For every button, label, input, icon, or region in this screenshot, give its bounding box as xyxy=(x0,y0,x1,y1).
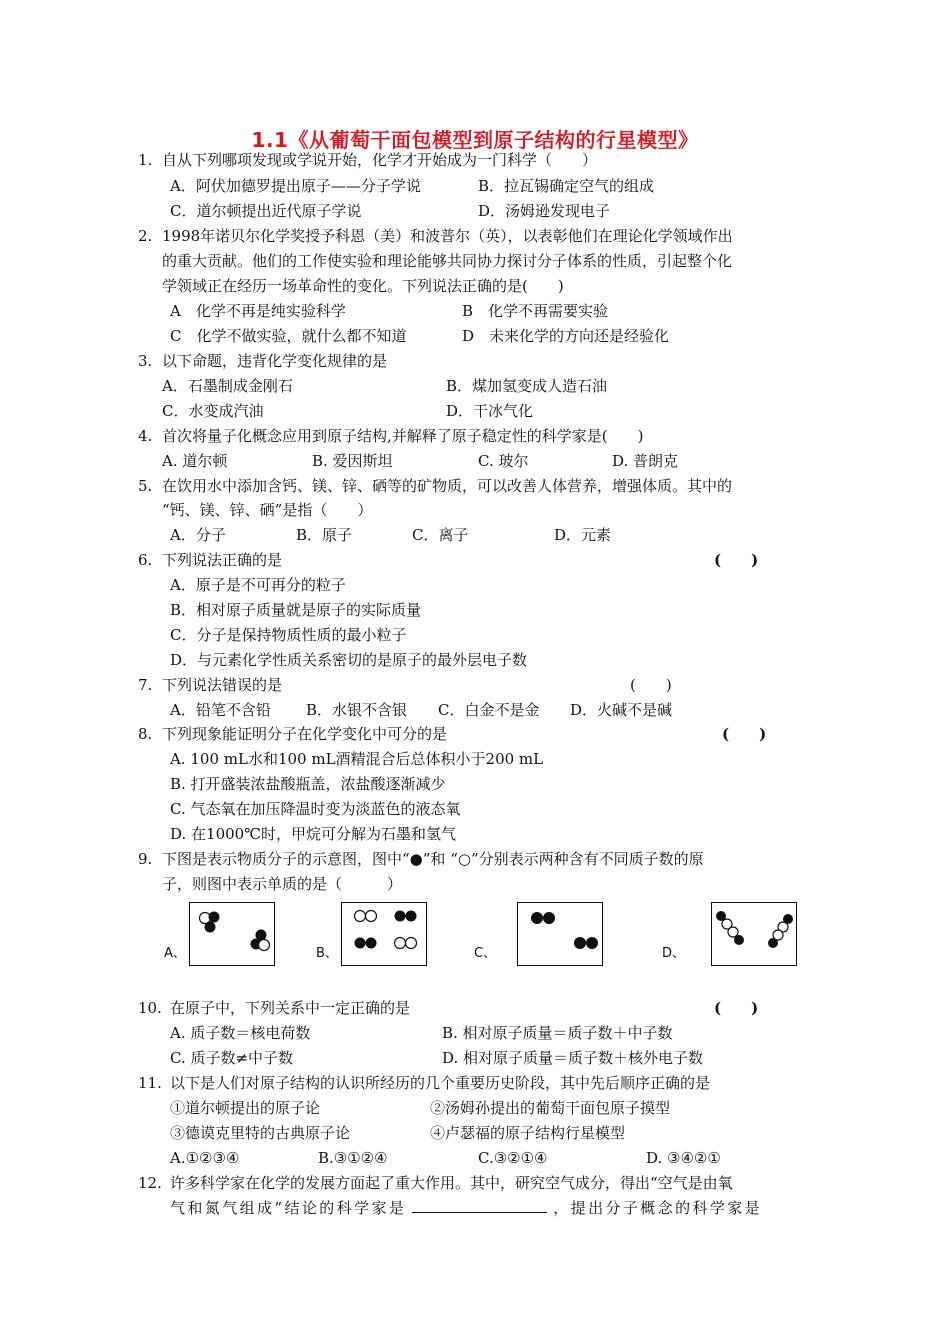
list-item: ④卢瑟福的原子结构行星模型 xyxy=(430,1124,626,1142)
question-number: 7. xyxy=(138,676,153,694)
option-c: C．白金不是金 xyxy=(438,701,540,719)
figure-label-d: D、 xyxy=(662,946,686,961)
option-c: C. 气态氧在加压降温时变为淡蓝色的液态氧 xyxy=(170,800,461,818)
question-stem-line: 的重大贡献。他们的工作使实验和理论能够共同协力探讨分子体系的性质，引起整个化 xyxy=(162,252,733,270)
question-number: 12. xyxy=(138,1174,162,1192)
molecule-figure-a xyxy=(189,902,275,966)
question-stem: 下列说法错误的是 xyxy=(162,676,283,694)
option-c: C.③②①④ xyxy=(478,1149,548,1167)
option-a: A．石墨制成金刚石 xyxy=(162,377,293,395)
question-stem: 下列说法正确的是 xyxy=(162,551,283,569)
option-a: A．分子 xyxy=(170,526,226,544)
option-b: B．原子 xyxy=(296,526,353,544)
question-stem: 以下命题，违背化学变化规律的是 xyxy=(162,352,388,370)
molecule-figure-d xyxy=(711,902,797,966)
option-c: C．分子是保持物质性质的最小粒子 xyxy=(170,626,407,644)
question-stem-line: 子，则图中表示单质的是（ ） xyxy=(162,875,403,893)
molecule-diagram-b xyxy=(342,903,426,965)
option-c: C 化学不做实验，就什么都不知道 xyxy=(170,327,407,345)
question-number: 2. xyxy=(138,227,153,245)
question-stem: 在原子中，下列关系中一定正确的是 xyxy=(170,999,411,1017)
option-b: B．水银不含银 xyxy=(306,701,408,719)
molecule-diagram-d xyxy=(712,903,796,965)
option-d: D．与元素化学性质关系密切的是原子的最外层电子数 xyxy=(170,651,528,669)
page-title: 1.1《从葡萄干面包模型到原子结构的行星模型》 xyxy=(251,128,699,152)
question-stem: 以下是人们对原子结构的认识所经历的几个重要历史阶段，其中先后顺序正确的是 xyxy=(170,1074,711,1092)
option-b: B 化学不再需要实验 xyxy=(462,302,609,320)
option-d: D．汤姆逊发现电子 xyxy=(478,202,611,220)
answer-paren: ( ) xyxy=(630,676,672,694)
option-d: D 未来化学的方向还是经验化 xyxy=(462,327,670,345)
option-a: A. 质子数＝核电荷数 xyxy=(170,1024,311,1042)
question-stem: 首次将量子化概念应用到原子结构,并解释了原子稳定性的科学家是( ) xyxy=(162,427,644,445)
question-stem: 自从下列哪项发现或学说开始，化学才开始成为一门科学（ ） xyxy=(162,151,598,169)
option-a: A 化学不再是纯实验科学 xyxy=(170,302,346,320)
question-number: 8. xyxy=(138,725,153,743)
question-number: 6. xyxy=(138,551,153,569)
answer-paren: ( ) xyxy=(714,551,759,569)
option-b: B. 相对原子质量＝质子数＋中子数 xyxy=(442,1024,673,1042)
option-b: B．相对原子质量就是原子的实际质量 xyxy=(170,601,422,619)
question-number: 11. xyxy=(138,1074,162,1092)
question-stem-line xyxy=(170,1198,762,1218)
molecule-figure-b xyxy=(341,902,427,966)
figure-label-c: C、 xyxy=(474,946,497,961)
answer-paren: ( ) xyxy=(714,999,759,1017)
list-item: ①道尔顿提出的原子论 xyxy=(170,1099,321,1117)
option-a: A．原子是不可再分的粒子 xyxy=(170,576,346,594)
option-c: C．水变成汽油 xyxy=(162,402,264,420)
question-stem-line: 许多科学家在化学的发展方面起了重大作用。其中，研究空气成分，得出“空气是由氧 xyxy=(170,1174,733,1192)
option-a: A．铅笔不含铅 xyxy=(170,701,271,719)
question-stem-line: 下图是表示物质分子的示意图，图中“●”和 “○”分别表示两种含有不同质子数的原 xyxy=(162,850,704,868)
question-stem-line: 1998年诺贝尔化学奖授予科恩（美）和波普尔（英），以表彰他们在理论化学领域作出 xyxy=(162,227,733,245)
option-b: B．煤加氢变成人造石油 xyxy=(446,377,608,395)
option-b: B. 爱因斯坦 xyxy=(312,452,393,470)
option-d: D．干冰气化 xyxy=(446,402,534,420)
question-stem-line: “钙、镁、锌、硒”是指（ ） xyxy=(162,501,373,519)
figure-label-a: A、 xyxy=(164,946,186,961)
question-number: 9. xyxy=(138,850,153,868)
option-d: D．元素 xyxy=(554,526,612,544)
question-stem-line: 在饮用水中添加含钙、镁、锌、硒等的矿物质，可以改善人体营养，增强体质。其中的 xyxy=(162,477,733,495)
molecule-diagram-c xyxy=(518,903,602,965)
stem-part: 气和氮气组成”结论的科学家是 xyxy=(170,1199,407,1217)
answer-blank[interactable] xyxy=(412,1198,547,1213)
option-c: C. 质子数≠中子数 xyxy=(170,1049,294,1067)
figure-label-b: B、 xyxy=(316,946,338,961)
list-item: ③德谟克里特的古典原子论 xyxy=(170,1124,351,1142)
list-item: ②汤姆孙提出的葡萄干面包原子摸型 xyxy=(430,1099,671,1117)
option-c: C．道尔顿提出近代原子学说 xyxy=(170,202,362,220)
option-d: D. 在1000℃时，甲烷可分解为石墨和氢气 xyxy=(170,825,456,843)
option-b: B．拉瓦锡确定空气的组成 xyxy=(478,177,655,195)
question-stem: 下列现象能证明分子在化学变化中可分的是 xyxy=(162,725,448,743)
option-b: B.③①②④ xyxy=(318,1149,388,1167)
question-number: 4. xyxy=(138,427,153,445)
option-b: B. 打开盛装浓盐酸瓶盖，浓盐酸逐渐减少 xyxy=(170,775,446,793)
molecule-diagram-a xyxy=(190,903,274,965)
option-d: D. 相对原子质量＝质子数＋核外电子数 xyxy=(442,1049,704,1067)
question-stem-line: 学领域正在经历一场革命性的变化。下列说法正确的是( ) xyxy=(162,277,564,295)
option-a: A. 100 mL水和100 mL酒精混合后总体积小于200 mL xyxy=(170,750,544,768)
question-number: 10. xyxy=(138,999,162,1017)
option-a: A.①②③④ xyxy=(170,1149,240,1167)
option-c: C. 玻尔 xyxy=(478,452,529,470)
question-number: 5. xyxy=(138,477,153,495)
answer-paren: ( ) xyxy=(722,725,767,743)
option-a: A．阿伏加德罗提出原子——分子学说 xyxy=(170,177,421,195)
option-c: C．离子 xyxy=(412,526,469,544)
option-d: D. 普朗克 xyxy=(612,452,679,470)
question-number: 3. xyxy=(138,352,153,370)
question-number: 1. xyxy=(138,151,153,169)
option-d: D. ③④②① xyxy=(646,1149,721,1167)
option-d: D．火碱不是碱 xyxy=(570,701,673,719)
molecule-figure-c xyxy=(517,902,603,966)
stem-part: ，提出分子概念的科学家是 xyxy=(553,1199,763,1217)
option-a: A. 道尔顿 xyxy=(162,452,228,470)
